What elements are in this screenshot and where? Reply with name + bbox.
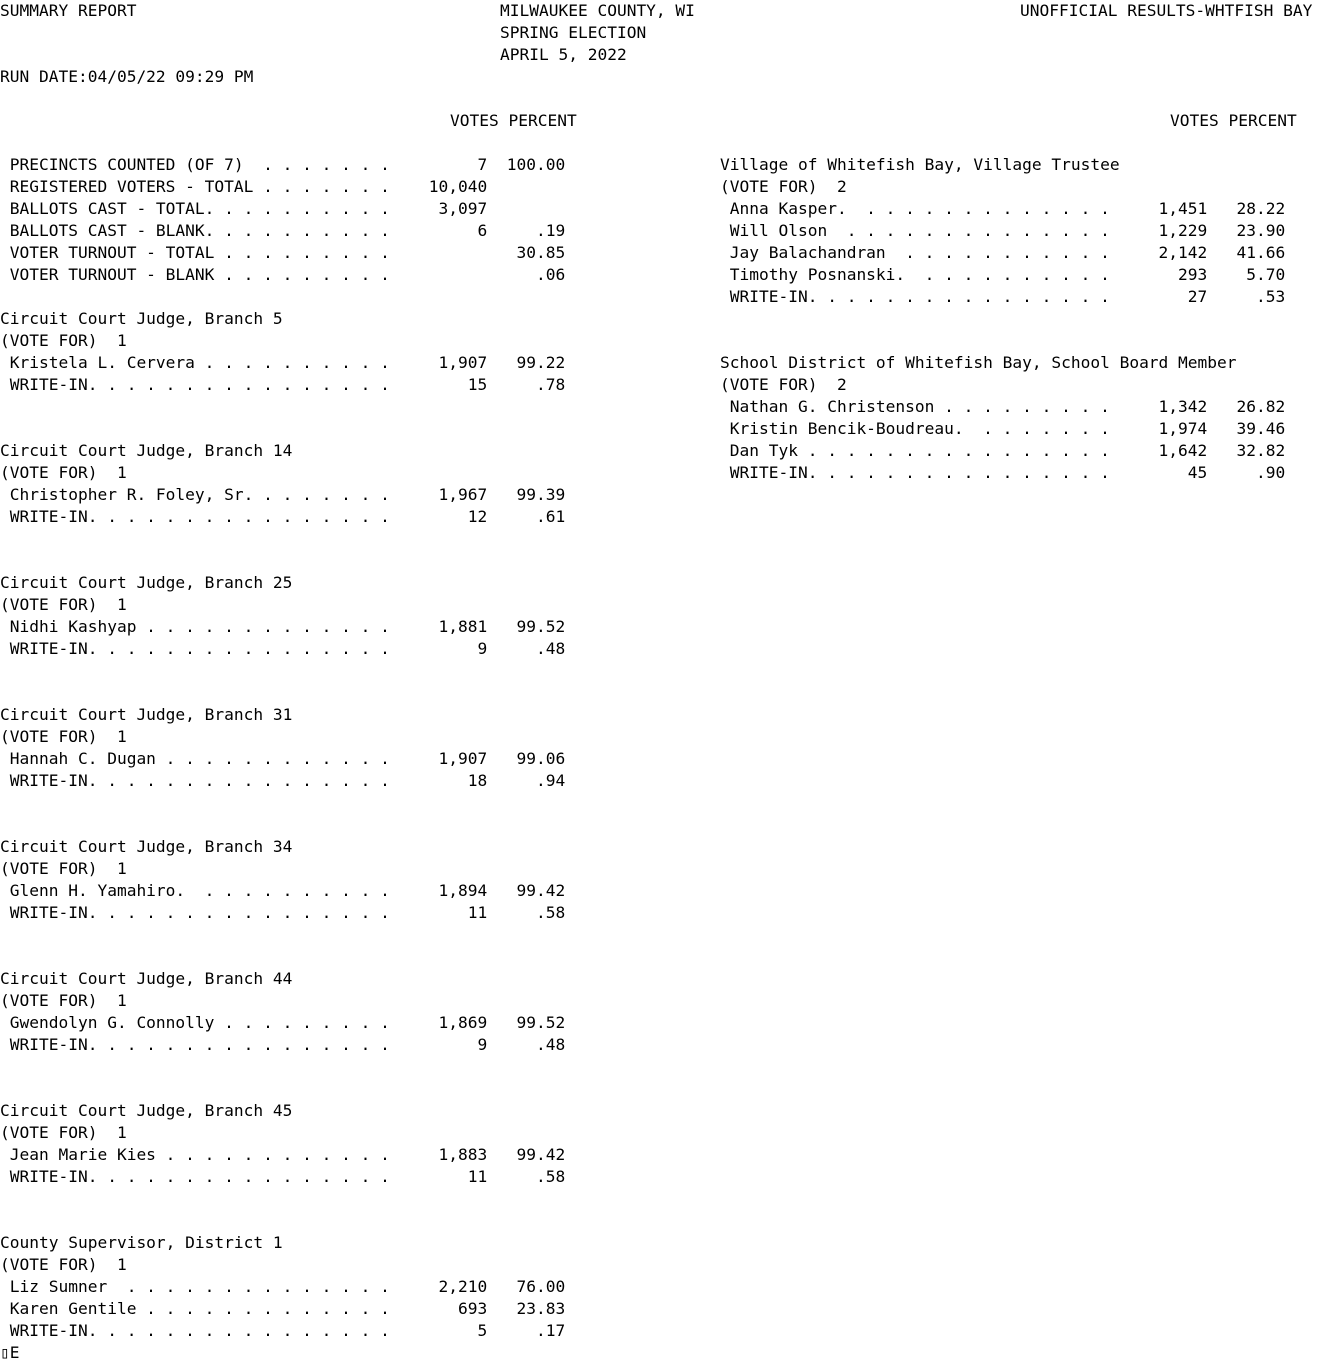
page-end-mark: ▯E <box>0 1343 20 1362</box>
candidate-row: Nidhi Kashyap . . . . . . . . . . . . . 1,881 99.52 <box>0 617 566 636</box>
candidate-row: WRITE-IN. . . . . . . . . . . . . . . . 11 .58 <box>0 903 566 922</box>
contest-title: Village of Whitefish Bay, Village Trustee <box>720 155 1120 174</box>
vote-for-count: (VOTE FOR) 1 <box>0 1123 127 1142</box>
candidate-row: WRITE-IN. . . . . . . . . . . . . . . . 27 .53 <box>720 287 1286 306</box>
contest-title: Circuit Court Judge, Branch 14 <box>0 441 293 460</box>
candidate-row: Dan Tyk . . . . . . . . . . . . . . . . 1,642 32.82 <box>720 441 1286 460</box>
vote-for-count: (VOTE FOR) 2 <box>720 177 847 196</box>
contest-title: Circuit Court Judge, Branch 45 <box>0 1101 293 1120</box>
column-headers-left: VOTES PERCENT <box>450 111 577 130</box>
candidate-row: WRITE-IN. . . . . . . . . . . . . . . . 12 .61 <box>0 507 566 526</box>
contest-title: Circuit Court Judge, Branch 44 <box>0 969 293 988</box>
statistics-row: VOTER TURNOUT - BLANK . . . . . . . . . .06 <box>0 265 566 284</box>
candidate-row: Jay Balachandran . . . . . . . . . . . 2,142 41.66 <box>720 243 1286 262</box>
candidate-row: Kristela L. Cervera . . . . . . . . . . 1,907 99.22 <box>0 353 566 372</box>
vote-for-count: (VOTE FOR) 1 <box>0 859 127 878</box>
vote-for-count: (VOTE FOR) 1 <box>0 331 127 350</box>
candidate-row: Nathan G. Christenson . . . . . . . . . 1,342 26.82 <box>720 397 1286 416</box>
candidate-row: Will Olson . . . . . . . . . . . . . . 1,229 23.90 <box>720 221 1286 240</box>
statistics-row: BALLOTS CAST - TOTAL. . . . . . . . . . 3,097 <box>0 199 566 218</box>
candidate-row: Christopher R. Foley, Sr. . . . . . . . 1,967 99.39 <box>0 485 566 504</box>
candidate-row: WRITE-IN. . . . . . . . . . . . . . . . 45 .90 <box>720 463 1286 482</box>
candidate-row: Kristin Bencik-Boudreau. . . . . . . . 1,974 39.46 <box>720 419 1286 438</box>
results-status: UNOFFICIAL RESULTS-WHTFISH BAY <box>1020 1 1313 20</box>
vote-for-count: (VOTE FOR) 1 <box>0 1255 127 1274</box>
candidate-row: WRITE-IN. . . . . . . . . . . . . . . . 9 .48 <box>0 639 566 658</box>
report-title: SUMMARY REPORT <box>0 1 137 20</box>
candidate-row: Liz Sumner . . . . . . . . . . . . . . 2,210 76.00 <box>0 1277 566 1296</box>
statistics-row: REGISTERED VOTERS - TOTAL . . . . . . . 10,040 <box>0 177 566 196</box>
candidate-row: WRITE-IN. . . . . . . . . . . . . . . . 5 .17 <box>0 1321 566 1340</box>
candidate-row: Gwendolyn G. Connolly . . . . . . . . . 1,869 99.52 <box>0 1013 566 1032</box>
vote-for-count: (VOTE FOR) 1 <box>0 727 127 746</box>
run-date: RUN DATE:04/05/22 09:29 PM <box>0 67 254 86</box>
vote-for-count: (VOTE FOR) 2 <box>720 375 847 394</box>
contest-title: Circuit Court Judge, Branch 5 <box>0 309 283 328</box>
election-date: APRIL 5, 2022 <box>500 45 627 64</box>
candidate-row: WRITE-IN. . . . . . . . . . . . . . . . 15 .78 <box>0 375 566 394</box>
statistics-row: VOTER TURNOUT - TOTAL . . . . . . . . . 30.85 <box>0 243 566 262</box>
candidate-row: Glenn H. Yamahiro. . . . . . . . . . . 1,894 99.42 <box>0 881 566 900</box>
candidate-row: Karen Gentile . . . . . . . . . . . . . 693 23.83 <box>0 1299 566 1318</box>
county-name: MILWAUKEE COUNTY, WI <box>500 1 695 20</box>
statistics-row: BALLOTS CAST - BLANK. . . . . . . . . . 6 .19 <box>0 221 566 240</box>
candidate-row: WRITE-IN. . . . . . . . . . . . . . . . 11 .58 <box>0 1167 566 1186</box>
candidate-row: Anna Kasper. . . . . . . . . . . . . . 1,451 28.22 <box>720 199 1286 218</box>
candidate-row: WRITE-IN. . . . . . . . . . . . . . . . 9 .48 <box>0 1035 566 1054</box>
contest-title: Circuit Court Judge, Branch 34 <box>0 837 293 856</box>
contest-title: County Supervisor, District 1 <box>0 1233 283 1252</box>
election-name: SPRING ELECTION <box>500 23 647 42</box>
vote-for-count: (VOTE FOR) 1 <box>0 595 127 614</box>
contest-title: Circuit Court Judge, Branch 25 <box>0 573 293 592</box>
candidate-row: Timothy Posnanski. . . . . . . . . . . 293 5.70 <box>720 265 1286 284</box>
statistics-row: PRECINCTS COUNTED (OF 7) . . . . . . . 7 100.00 <box>0 155 566 174</box>
contest-title: School District of Whitefish Bay, School Board Member <box>720 353 1237 372</box>
candidate-row: WRITE-IN. . . . . . . . . . . . . . . . 18 .94 <box>0 771 566 790</box>
candidate-row: Jean Marie Kies . . . . . . . . . . . . 1,883 99.42 <box>0 1145 566 1164</box>
contest-title: Circuit Court Judge, Branch 31 <box>0 705 293 724</box>
column-headers-right: VOTES PERCENT <box>1170 111 1297 130</box>
vote-for-count: (VOTE FOR) 1 <box>0 991 127 1010</box>
vote-for-count: (VOTE FOR) 1 <box>0 463 127 482</box>
candidate-row: Hannah C. Dugan . . . . . . . . . . . . 1,907 99.06 <box>0 749 566 768</box>
